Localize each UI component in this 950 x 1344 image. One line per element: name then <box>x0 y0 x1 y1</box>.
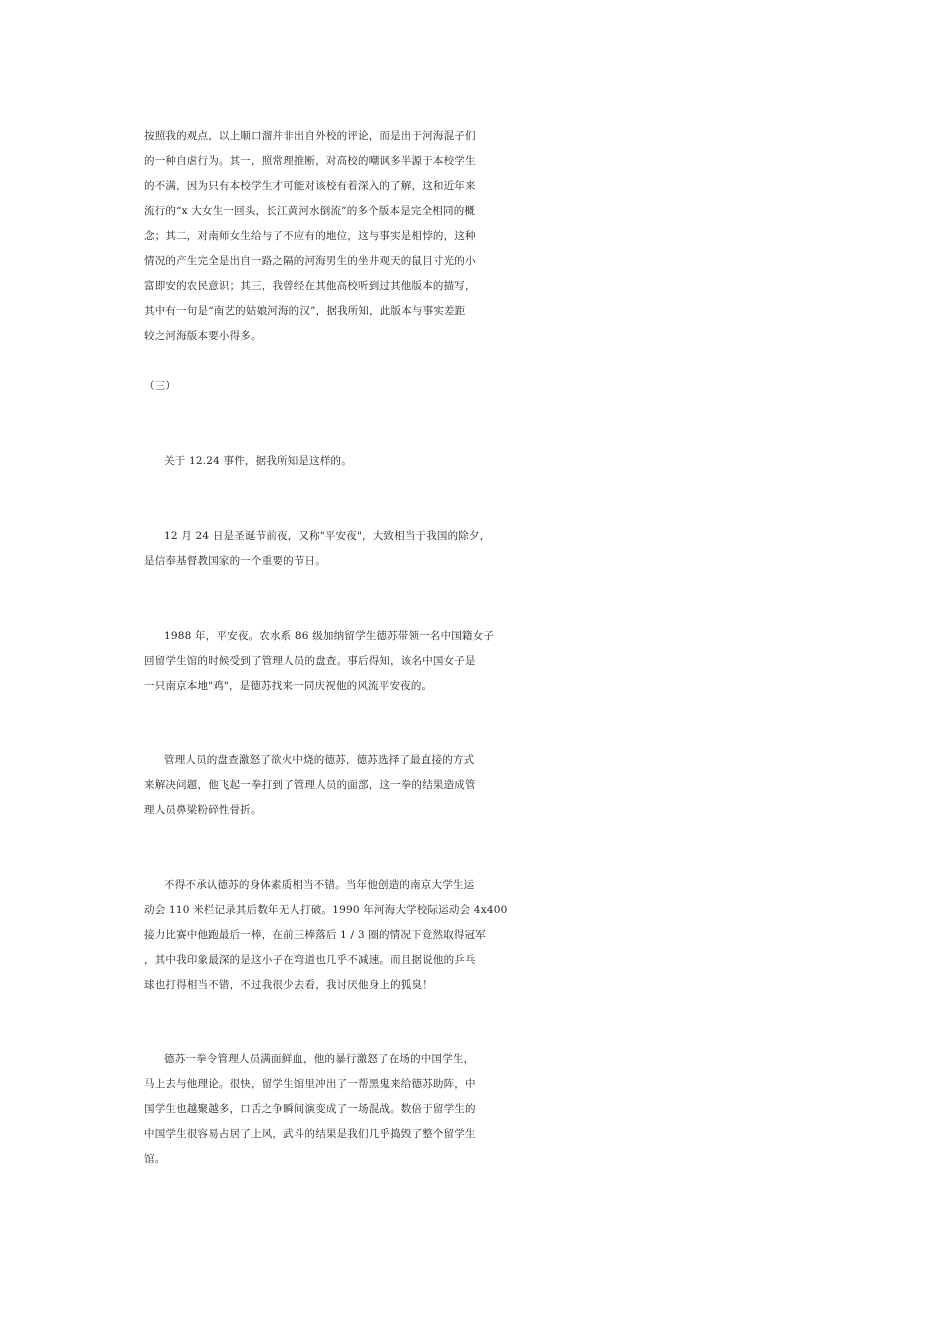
paragraph-6-line-1: 不得不承认德苏的身体素质相当不错。当年他创造的南京大学生运 <box>164 879 475 891</box>
paragraph-4-line-1: 1988 年，平安夜。农水系 86 级加纳留学生德苏带领一名中国籍女子 <box>164 630 495 642</box>
paragraph-6-line-5: 球也打得相当不错，不过我很少去看，我讨厌他身上的狐臭！ <box>144 979 433 991</box>
paragraph-5-line-1: 管理人员的盘查激怒了欲火中烧的德苏，德苏选择了最直接的方式 <box>164 754 475 766</box>
paragraph-7-line-4: 中国学生很容易占居了上风，武斗的结果是我们几乎捣毁了整个留学生 <box>144 1128 476 1140</box>
paragraph-1-line-3: 的不满，因为只有本校学生才可能对该校有着深入的了解，这和近年来 <box>144 180 476 192</box>
paragraph-1-line-9: 较之河海版本要小得多。 <box>144 330 262 342</box>
paragraph-1-line-8: 其中有一句是“南艺的姑娘河海的汉”，据我所知，此版本与事实差距 <box>144 305 466 317</box>
paragraph-5-line-3: 理人员鼻梁粉碎性骨折。 <box>144 804 262 816</box>
paragraph-1-line-7: 富即安的农民意识；其三，我曾经在其他高校听到过其他版本的描写， <box>144 280 476 292</box>
paragraph-7-line-1: 德苏一拳令管理人员满面鲜血，他的暴行激怒了在场的中国学生， <box>164 1053 475 1065</box>
section-heading: （三） <box>144 380 177 392</box>
paragraph-4-line-3: 一只南京本地"鸡"，是德苏找来一同庆祝他的风流平安夜的。 <box>144 680 433 692</box>
paragraph-6-line-2: 动会 110 米栏记录其后数年无人打破。1990 年河海大学校际运动会 4x400 <box>144 904 508 916</box>
paragraph-5-line-2: 来解决问题，他飞起一拳打到了管理人员的面部，这一拳的结果造成管 <box>144 779 476 791</box>
paragraph-7-line-2: 马上去与他理论。很快，留学生馆里冲出了一帮黑鬼来给德苏助阵，中 <box>144 1078 476 1090</box>
paragraph-1-line-2: 的一种自虐行为。其一，照常理推断，对高校的嘲讽多半源于本校学生 <box>144 155 476 167</box>
paragraph-6-line-3: 接力比赛中他跑最后一棒，在前三棒落后 1 / 3 圈的情况下竟然取得冠军 <box>144 929 486 941</box>
paragraph-4-line-2: 回留学生馆的时候受到了管理人员的盘查。事后得知，该名中国女子是 <box>144 655 476 667</box>
paragraph-2-line-1: 关于 12.24 事件，据我所知是这样的。 <box>164 455 352 467</box>
paragraph-1-line-1: 按照我的观点，以上顺口溜并非出自外校的评论，而是出于河海混子们 <box>144 130 476 142</box>
paragraph-7-line-3: 国学生也越聚越多，口舌之争瞬间演变成了一场混战。数倍于留学生的 <box>144 1103 476 1115</box>
paragraph-1-line-5: 念；其二，对南师女生给与了不应有的地位，这与事实是相悖的，这种 <box>144 230 476 242</box>
paragraph-7-line-5: 馆。 <box>144 1153 166 1165</box>
paragraph-3-line-1: 12 月 24 日是圣诞节前夜，又称"平安夜"，大致相当于我国的除夕， <box>164 530 491 542</box>
paragraph-1-line-4: 流行的“x 大女生一回头，长江黄河水倒流”的多个版本是完全相同的概 <box>144 205 476 217</box>
paragraph-1-line-6: 情况的产生完全是出自一路之隔的河海男生的坐井观天的鼠目寸光的小 <box>144 255 476 267</box>
paragraph-3-line-2: 是信奉基督教国家的一个重要的节日。 <box>144 555 326 567</box>
paragraph-6-line-4: ，其中我印象最深的是这小子在弯道也几乎不减速。而且据说他的乒乓 <box>144 954 476 966</box>
